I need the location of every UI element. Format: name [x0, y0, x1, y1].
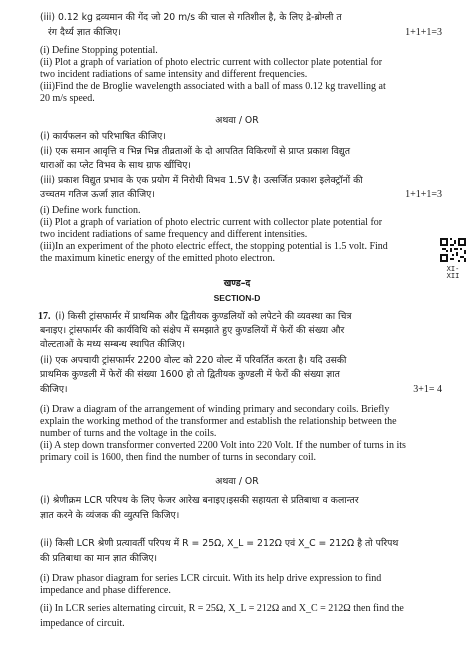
hindi-b-line-1: (i) कार्यफलन को परिभाषित कीजिए।	[40, 131, 166, 142]
q17-eng-line-4: (ii) A step down transformer converted 2200 Volt into 220 Volt. If the number of turns in its	[40, 440, 406, 451]
qr-code	[440, 238, 466, 262]
eng-b-line-1: (i) Define work function.	[40, 205, 141, 216]
eng-a-line-1: (i) Define Stopping potential.	[40, 45, 158, 56]
marks-b: 1+1+1=3	[405, 189, 442, 200]
q17-eng-line-5: primary coil is 1600, then find the number of turns in secondary coil.	[40, 452, 317, 463]
hindi-b-line-2: (ii) एक समान आवृत्ति व भिन्न भिन्न तीव्रताओं के दो आपतित विकिरणों से प्राप्त प्रकाश विद्युत	[40, 146, 351, 157]
or-divider-2: अथवा / OR	[215, 476, 259, 487]
q-iii-hindi-line-2: रंग दैर्ध्य ज्ञात कीजिए।	[48, 27, 121, 38]
q17-eng-line-2: explain the working method of the transformer and establish the relationship between the	[40, 416, 397, 427]
eng-c-line-4: impedance of circuit.	[40, 618, 125, 629]
section-title-english: SECTION-D	[213, 293, 261, 303]
eng-a-line-3: two incident radiations of same intensity and different frequencies.	[40, 69, 308, 80]
question-number: 17.	[38, 311, 51, 322]
or-divider-1: अथवा / OR	[215, 115, 259, 126]
eng-b-line-4: (iii)In an experiment of the photo electric effect, the stopping potential is 1.5 volt. Find	[40, 241, 388, 252]
q-iii-hindi-line-1: (iii) 0.12 kg द्रव्यमान की गेंद जो 20 m/s की चाल से गतिशील है, के लिए द्रे-ब्रोग्ली त	[40, 12, 342, 23]
eng-b-line-3: two incident radiations of same frequency and different intensities.	[40, 229, 308, 240]
eng-b-line-2: (ii) Plot a graph of variation of photo electric current with collector plate potential for	[40, 217, 383, 228]
q17-hindi-line-1: (i) किसी ट्रांसफार्मर में प्राथमिक और द्वितीयक कुण्डलियों को लपेटने की व्यवस्था का चित्र	[55, 311, 352, 322]
q17-eng-line-3: number of turns and the voltage in the coils.	[40, 428, 217, 439]
q17-eng-line-1: (i) Draw a diagram of the arrangement of winding primary and secondary coils. Briefly	[40, 404, 390, 415]
q17-hindi-line-2: बनाइए। ट्रांसफार्मर की कार्यविधि को संक्षेप में समझाते हुए कुण्डलियों में फेरों की संख्या और	[40, 325, 345, 336]
hindi-b-line-5: उच्चतम गतिज ऊर्जा ज्ञात कीजिए।	[40, 189, 155, 200]
marks-q17: 3+1= 4	[413, 384, 442, 395]
hindi-c-line-2: ज्ञात करने के व्यंजक की व्युत्पत्ति किजिए।	[40, 510, 180, 521]
eng-c-line-3: (ii) In LCR series alternating circuit, R = 25Ω, X_L = 212Ω and X_C = 212Ω then find the	[40, 603, 404, 614]
q17-hindi-line-3: वोल्टताओं के मध्य सम्बन्ध स्थापित कीजिए।	[40, 339, 186, 350]
eng-a-line-2: (ii) Plot a graph of variation of photo electric current with collector plate potential for	[40, 57, 383, 68]
eng-b-line-5: the maximum kinetic energy of the emitted photo electron.	[40, 253, 276, 264]
hindi-b-line-4: (iii) प्रकाश विद्युत प्रभाव के एक प्रयोग में निरोधी विभव 1.5V है। उत्सर्जित प्रकाश इलेक्ट्रॉनों की	[40, 175, 363, 186]
hindi-c-line-4: की प्रतिबाधा का मान ज्ञात कीजिए।	[40, 553, 158, 564]
hindi-c-line-3: (ii) किसी LCR श्रेणी प्रत्यावर्ती परिपथ में R = 25Ω, X_L = 212Ω एवं X_C = 212Ω है तो परिपथ	[40, 538, 399, 549]
section-title-hindi: खण्ड–द	[223, 278, 251, 289]
q17-hindi-line-6: कीजिए।	[40, 384, 68, 395]
eng-a-line-5: 20 m/s speed.	[40, 93, 95, 104]
q17-hindi-line-4: (ii) एक अपचायी ट्रांसफार्मर 2200 वोल्ट को 220 वोल्ट में परिवर्तित करता है। यदि उसकी	[40, 355, 347, 366]
eng-c-line-1: (i) Draw phasor diagram for series LCR circuit. With its help drive expression to find	[40, 573, 382, 584]
hindi-c-line-1: (i) श्रेणीक्रम LCR परिपथ के लिए फेजर आरेख बनाइए।इसकी सहायता से प्रतिबाधा व कलान्तर	[40, 495, 359, 506]
eng-a-line-4: (iii)Find the de Broglie wavelength associated with a ball of mass 0.12 kg travelling at	[40, 81, 386, 92]
marks-a: 1+1+1=3	[405, 27, 442, 38]
hindi-b-line-3: धाराओं का प्लेट विभव के साथ ग्राफ खींचिए।	[40, 160, 191, 171]
q17-hindi-line-5: प्राथमिक कुण्डली में फेरों की संख्या 1600 हो तो द्वितीयक कुण्डली में फेरों की संख्या ज्ञात	[40, 369, 340, 380]
eng-c-line-2: impedance and phase difference.	[40, 585, 171, 596]
side-code: XI-XII	[446, 265, 460, 280]
